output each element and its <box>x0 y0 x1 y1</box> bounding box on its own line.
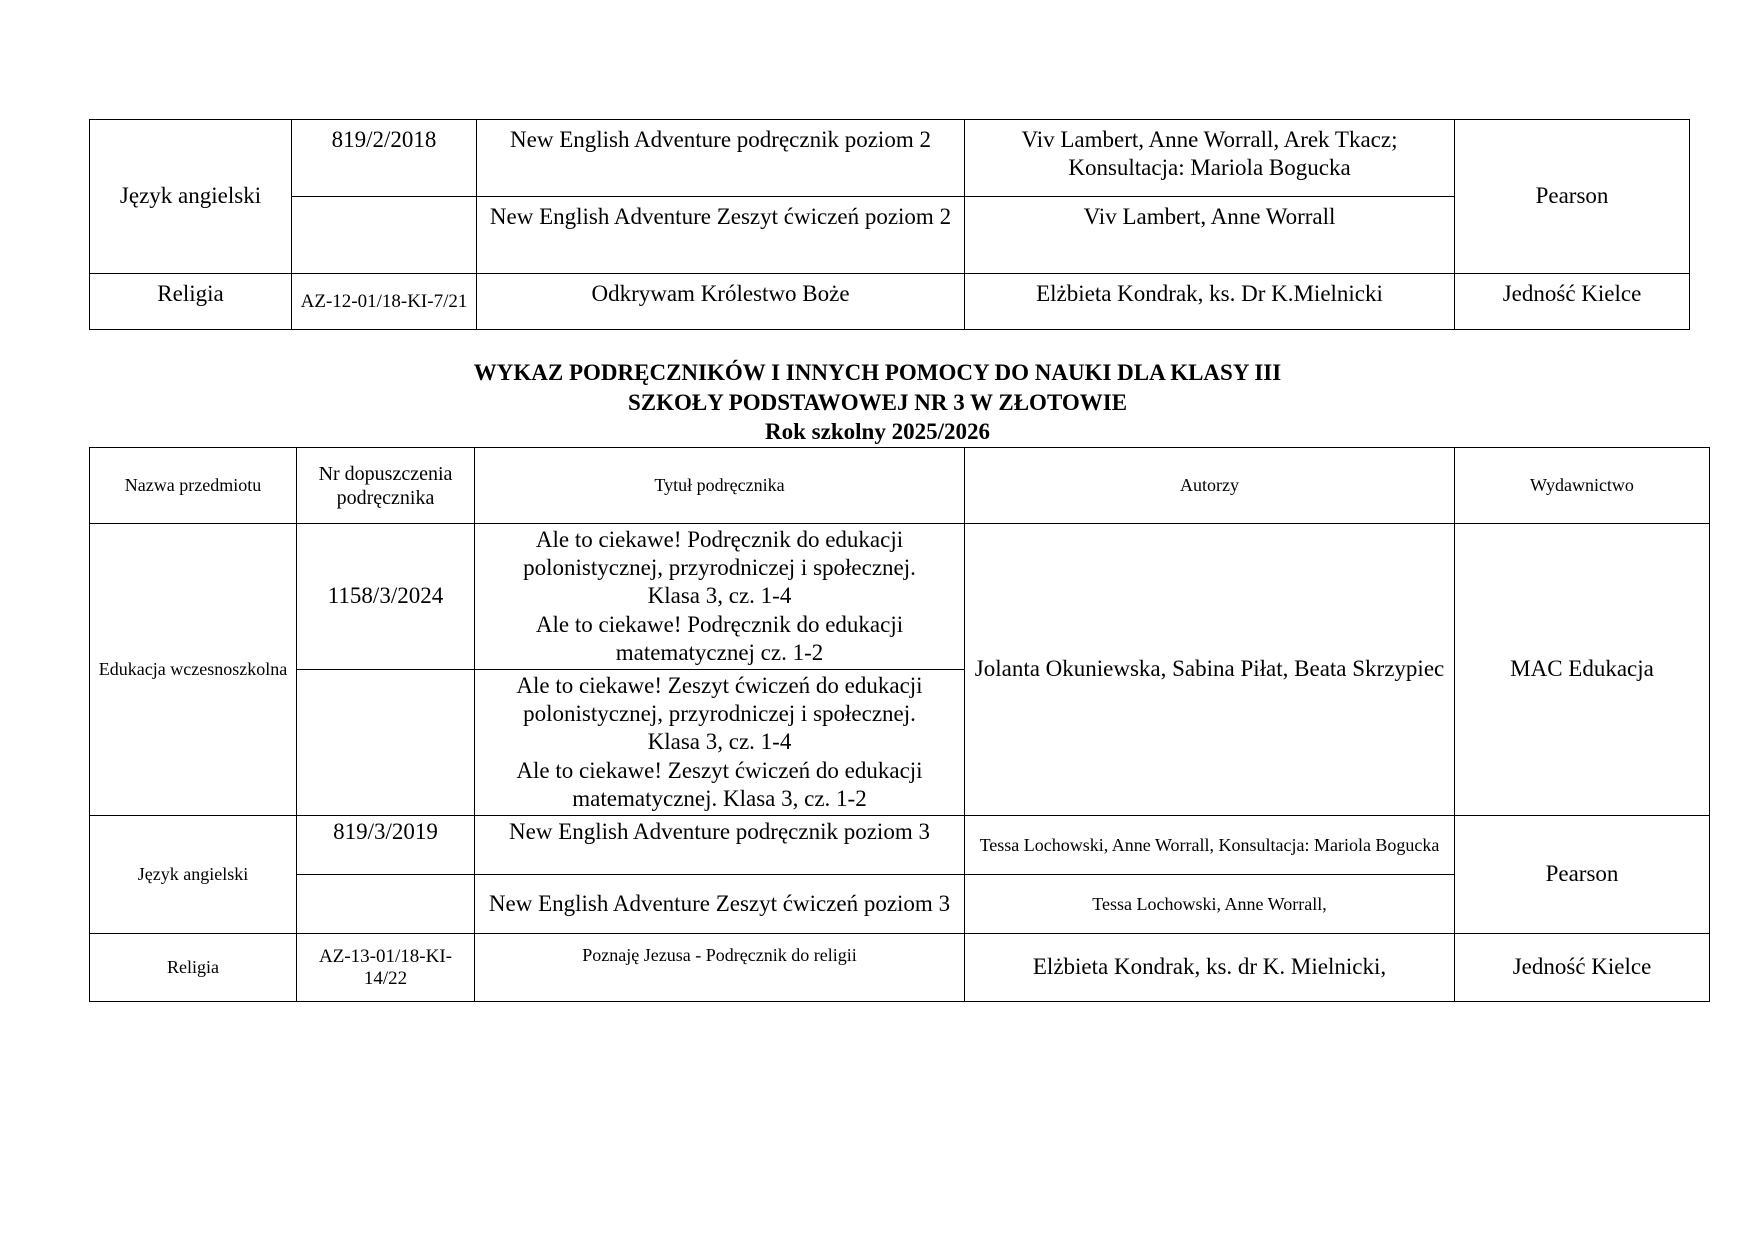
title-line: Ale to ciekawe! Zeszyt ćwiczeń do edukacji <box>516 757 923 783</box>
table-row <box>90 120 1690 197</box>
title-cell: Odkrywam Królestwo Boże <box>477 274 965 330</box>
authors-cell: Elżbieta Kondrak, ks. dr K. Mielnicki, <box>965 934 1455 1002</box>
table-row <box>90 274 1690 330</box>
subject-cell: Edukacja wczesnoszkolna <box>90 524 297 816</box>
subject-cell: Religia <box>90 274 292 330</box>
title-line: Klasa 3, cz. 1-4 <box>647 729 792 755</box>
title-line: Ale to ciekawe! Podręcznik do edukacji <box>535 611 904 637</box>
publisher-cell: Jedność Kielce <box>1455 274 1690 330</box>
approval-number-cell: AZ-13-01/18-KI-14/22 <box>297 934 475 1002</box>
authors-cell: Jolanta Okuniewska, Sabina Piłat, Beata Skrzypiec <box>965 524 1455 816</box>
approval-number-cell <box>297 875 475 934</box>
subject-cell: Religia <box>90 934 297 1002</box>
table-row <box>90 816 1710 875</box>
title-cell: New English Adventure podręcznik poziom 3 <box>475 816 965 875</box>
title-line: Klasa 3, cz. 1-4 <box>647 583 792 609</box>
publisher-cell: Pearson <box>1455 816 1710 934</box>
approval-number-cell: 819/3/2019 <box>297 816 475 875</box>
authors-cell: Tessa Lochowski, Anne Worrall, <box>965 875 1455 934</box>
heading-line: WYKAZ PODRĘCZNIKÓW I INNYCH POMOCY DO NAUKI DLA KLASY III <box>473 360 1282 385</box>
title-cell <box>475 670 965 816</box>
title-cell: Poznaję Jezusa - Podręcznik do religii <box>475 934 965 1002</box>
header-publisher: Wydawnictwo <box>1455 448 1710 524</box>
authors-cell: Viv Lambert, Anne Worrall <box>965 197 1455 274</box>
authors-cell: Elżbieta Kondrak, ks. Dr K.Mielnicki <box>965 274 1455 330</box>
subject-cell: Język angielski <box>90 816 297 934</box>
title-line: Ale to ciekawe! Zeszyt ćwiczeń do edukacji <box>516 673 923 699</box>
table-row <box>90 524 1710 670</box>
title-cell: New English Adventure Zeszyt ćwiczeń poziom 2 <box>477 197 965 274</box>
table-row <box>90 197 1690 274</box>
table-row <box>90 934 1710 1002</box>
authors-cell: Tessa Lochowski, Anne Worrall, Konsultacja: Mariola Bogucka <box>965 816 1455 875</box>
header-approval-number: Nr dopuszczenia podręcznika <box>297 448 475 524</box>
header-title: Tytuł podręcznika <box>475 448 965 524</box>
title-line: matematycznej cz. 1-2 <box>615 639 824 665</box>
approval-number-cell <box>292 197 477 274</box>
authors-cell: Viv Lambert, Anne Worrall, Arek Tkacz; Konsultacja: Mariola Bogucka <box>965 120 1455 197</box>
table-header-row <box>90 448 1710 524</box>
title-line: polonistycznej, przyrodniczej i społecznej. <box>523 701 916 727</box>
header-subject: Nazwa przedmiotu <box>90 448 297 524</box>
title-line: matematycznej. Klasa 3, cz. 1-2 <box>572 785 867 811</box>
title-cell: New English Adventure Zeszyt ćwiczeń poziom 3 <box>475 875 965 934</box>
publisher-cell: Pearson <box>1455 120 1690 274</box>
title-cell <box>475 524 965 670</box>
title-cell: New English Adventure podręcznik poziom 2 <box>477 120 965 197</box>
textbook-table-class-2-continued <box>89 119 1690 330</box>
document-heading <box>0 358 1755 447</box>
title-line: polonistycznej, przyrodniczej i społecznej. <box>523 555 916 581</box>
approval-number-cell <box>297 670 475 816</box>
title-line: Ale to ciekawe! Podręcznik do edukacji <box>535 527 904 553</box>
approval-number-cell: 1158/3/2024 <box>297 524 475 670</box>
publisher-cell: MAC Edukacja <box>1455 524 1710 816</box>
publisher-cell: Jedność Kielce <box>1455 934 1710 1002</box>
heading-line: SZKOŁY PODSTAWOWEJ NR 3 W ZŁOTOWIE <box>627 389 1128 415</box>
textbook-table-class-3 <box>89 447 1710 1002</box>
approval-number-cell: AZ-12-01/18-KI-7/21 <box>292 274 477 330</box>
subject-cell: Język angielski <box>90 120 292 274</box>
header-authors: Autorzy <box>965 448 1455 524</box>
school-year: Rok szkolny 2025/2026 <box>765 419 990 444</box>
approval-number-cell: 819/2/2018 <box>292 120 477 197</box>
